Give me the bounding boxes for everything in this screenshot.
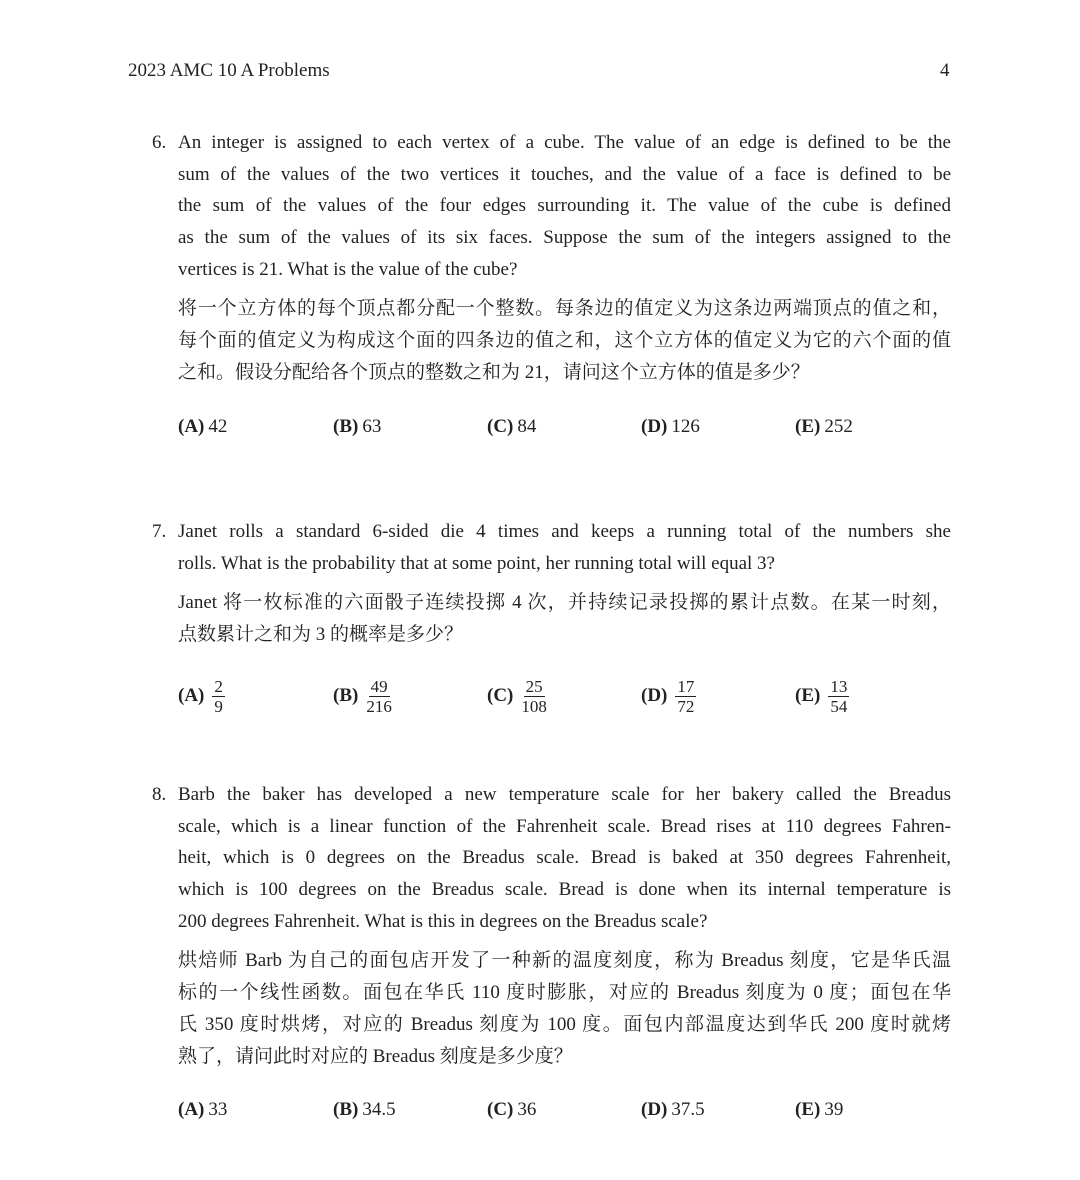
choice-letter: (A) <box>178 1099 205 1121</box>
text-line: 标的一个线性函数。面包在华氏 110 度时膨胀，对应的 Breadus 刻度为 0 度；面包在华 <box>178 982 951 1004</box>
answer-choices <box>178 1094 951 1134</box>
text-line: Janet 将一枚标准的六面骰子连续投掷 4 次，并持续记录投掷的累计点数。在某一时刻， <box>178 592 951 614</box>
problem-text-chinese <box>178 945 951 1072</box>
numerator: 17 <box>677 676 695 696</box>
fraction <box>366 677 392 716</box>
problem-text-chinese <box>178 587 951 650</box>
choice-letter: (C) <box>487 1099 514 1121</box>
problem-text-english <box>178 516 951 579</box>
problem-number: 8. <box>152 784 167 805</box>
choice-letter: (B) <box>333 685 359 707</box>
answer-choices <box>178 411 951 451</box>
problem-number: 7. <box>152 521 167 542</box>
text-line: 之和。假设分配给各个顶点的整数之和为 21，请问这个立方体的值是多少？ <box>178 361 810 383</box>
problem-text-chinese <box>178 293 951 388</box>
fraction <box>521 677 547 716</box>
answer-choice <box>487 677 547 716</box>
choice-value: 63 <box>362 415 382 437</box>
denominator: 108 <box>521 696 547 716</box>
choice-letter: (E) <box>795 685 821 707</box>
text-line: heit, which is 0 degrees on the Breadus scale. Bread is baked at 350 degrees Fahrenheit, <box>178 847 951 869</box>
problem-body <box>178 779 951 1134</box>
problem-text-english <box>178 779 951 937</box>
denominator: 216 <box>366 696 392 716</box>
choice-value: 126 <box>671 415 700 437</box>
text-line: 熟了，请问此时对应的 Breadus 刻度是多少度？ <box>178 1045 573 1067</box>
choice-letter: (B) <box>333 1099 359 1121</box>
text-line: Janet rolls a standard 6-sided die 4 times and keeps a running total of the numbers she <box>178 521 951 542</box>
answer-choices <box>178 677 951 717</box>
text-line: 每个面的值定义为构成这个面的四条边的值之和，这个立方体的值定义为它的六个面的值 <box>178 330 951 352</box>
choice-letter: (D) <box>641 1099 668 1121</box>
fraction <box>828 677 849 716</box>
choice-value: 37.5 <box>671 1099 705 1121</box>
choice-value: 34.5 <box>362 1099 396 1121</box>
denominator: 72 <box>677 696 695 716</box>
text-line: 氏 350 度时烘烤，对应的 Breadus 刻度为 100 度。面包内部温度达到华氏 200 度时就烤 <box>178 1013 951 1035</box>
answer-choice <box>333 411 381 443</box>
choice-value: 36 <box>517 1099 537 1121</box>
text-line: as the sum of the values of its six faces. Suppose the sum of the integers assigned to the <box>178 227 951 249</box>
choice-letter: (C) <box>487 415 514 437</box>
text-line: 点数累计之和为 3 的概率是多少？ <box>178 624 464 646</box>
fraction <box>212 677 225 716</box>
answer-choice <box>333 1094 396 1126</box>
problem-body <box>178 516 951 717</box>
answer-choice <box>487 411 536 443</box>
choice-value: 42 <box>208 415 228 437</box>
choice-letter: (C) <box>487 685 514 707</box>
choice-value: 84 <box>517 415 537 437</box>
problem-body <box>178 127 951 451</box>
choice-letter: (D) <box>641 415 668 437</box>
text-line: 烘焙师 Barb 为自己的面包店开发了一种新的温度刻度，称为 Breadus 刻度，它是华氏温 <box>178 950 951 972</box>
answer-choice <box>641 411 700 443</box>
choice-letter: (E) <box>795 1099 821 1121</box>
numerator: 49 <box>370 676 388 696</box>
choice-letter: (A) <box>178 415 205 437</box>
text-line: 200 degrees Fahrenheit. What is this in degrees on the Breadus scale? <box>178 910 708 932</box>
choice-letter: (B) <box>333 415 359 437</box>
choice-value: 33 <box>208 1099 228 1121</box>
text-line: sum of the values of the two vertices it touches, and the value of a face is defined to be <box>178 163 951 185</box>
text-line: the sum of the values of the four edges surrounding it. The value of the cube is defined <box>178 195 951 217</box>
answer-choice <box>178 411 227 443</box>
text-line: which is 100 degrees on the Breadus scale. Bread is done when its internal temperature is <box>178 879 951 901</box>
choice-value: 39 <box>824 1099 844 1121</box>
answer-choice <box>641 677 696 716</box>
problem-number: 6. <box>152 132 167 153</box>
text-line: An integer is assigned to each vertex of a cube. The value of an edge is defined to be the <box>178 132 951 153</box>
choice-letter: (A) <box>178 685 205 707</box>
numerator: 13 <box>830 676 848 696</box>
page-number: 4 <box>940 60 950 81</box>
choice-value: 252 <box>824 415 853 437</box>
numerator: 25 <box>525 676 543 696</box>
document-title: 2023 AMC 10 A Problems <box>128 60 330 81</box>
text-line: vertices is 21. What is the value of the cube? <box>178 258 518 280</box>
answer-choice <box>795 411 853 443</box>
text-line: scale, which is a linear function of the Fahrenheit scale. Bread rises at 110 degrees Fahren- <box>178 815 951 837</box>
choice-letter: (D) <box>641 685 668 707</box>
text-line: 将一个立方体的每个顶点都分配一个整数。每条边的值定义为这条边两端顶点的值之和， <box>178 298 951 320</box>
answer-choice <box>333 677 392 716</box>
answer-choice <box>795 1094 843 1126</box>
answer-choice <box>487 1094 536 1126</box>
denominator: 9 <box>214 696 223 716</box>
text-line: Barb the baker has developed a new temperature scale for her bakery called the Breadus <box>178 784 951 805</box>
problem-text-english <box>178 127 951 285</box>
text-line: rolls. What is the probability that at some point, her running total will equal 3? <box>178 552 775 574</box>
answer-choice <box>641 1094 705 1126</box>
choice-letter: (E) <box>795 415 821 437</box>
denominator: 54 <box>830 696 848 716</box>
numerator: 2 <box>214 676 223 696</box>
fraction <box>675 677 696 716</box>
answer-choice <box>795 677 849 716</box>
answer-choice <box>178 677 225 716</box>
answer-choice <box>178 1094 227 1126</box>
